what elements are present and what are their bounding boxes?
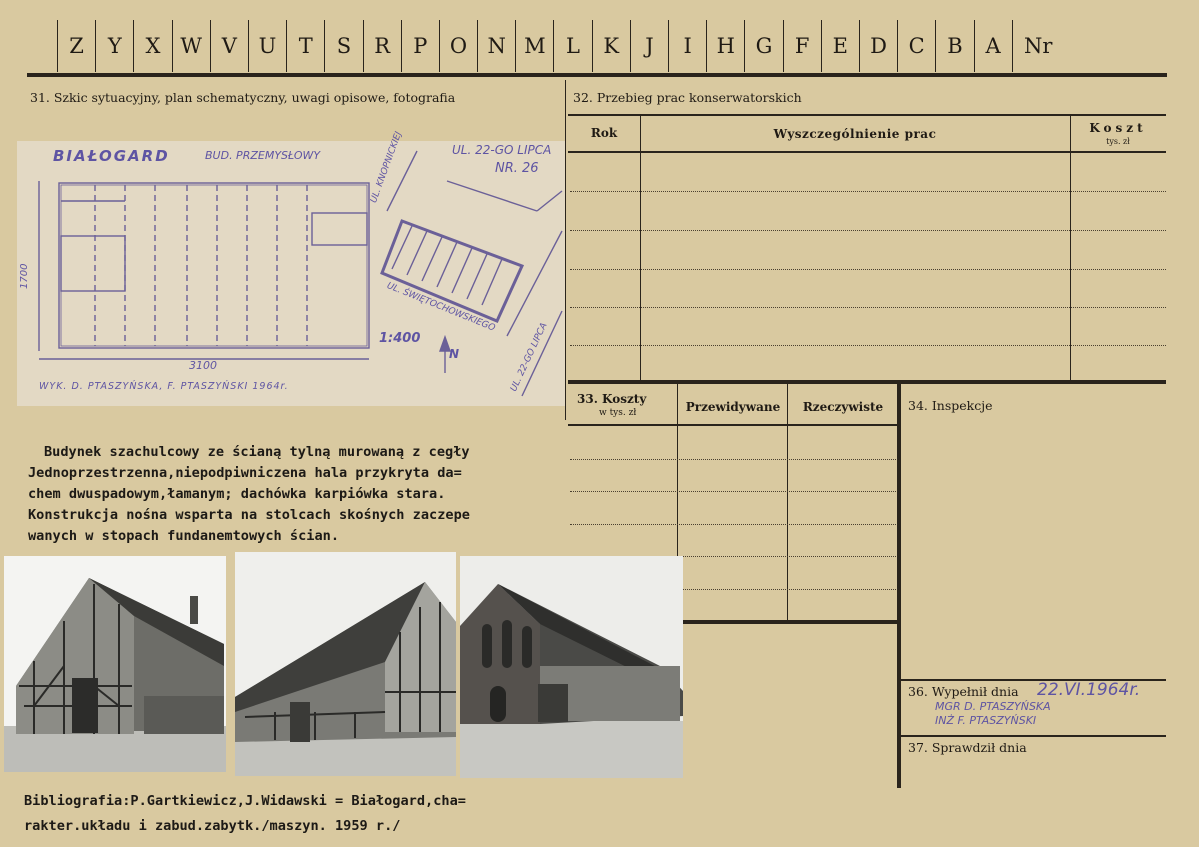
table-row-rule bbox=[570, 191, 1166, 192]
letter-cell: A bbox=[974, 20, 1012, 72]
table32-col2 bbox=[1070, 114, 1071, 380]
sketch-street-top: UL. 22-GO LIPCA bbox=[452, 143, 552, 157]
sketch-dim-height: 1700 bbox=[19, 263, 30, 289]
table-row-rule bbox=[570, 491, 896, 492]
description-line: Jednoprzestrzenna,niepodpiwniczena hala przykryta da= bbox=[28, 465, 462, 481]
nr-cell: Nr bbox=[1012, 20, 1064, 72]
letter-cell: V bbox=[210, 20, 248, 72]
plan-drawing bbox=[17, 141, 565, 406]
section-33-col-rzecz: Rzeczywiste bbox=[802, 400, 884, 414]
section-31-label: 31. Szkic sytuacyjny, plan schematyczny, uwagi opisowe, fotografia bbox=[30, 90, 456, 105]
sketch-scale: 1:400 bbox=[379, 331, 421, 346]
letter-cell: U bbox=[248, 20, 286, 72]
sketch-street-22: UL. 22-GO LIPCA bbox=[509, 321, 550, 394]
photo-gable-front bbox=[4, 556, 226, 772]
bibliography-line: Bibliografia:P.Gartkiewicz,J.Widawski = Białogard,cha= bbox=[24, 793, 466, 809]
table32-header-rule bbox=[568, 151, 1166, 153]
site-sketch bbox=[17, 130, 565, 406]
section-34-label: 34. Inspekcje bbox=[908, 398, 993, 413]
letter-cell: Z bbox=[57, 20, 95, 72]
letter-cell: Y bbox=[95, 20, 133, 72]
table32-header-prac: Wyszczególnienie prac bbox=[773, 127, 937, 141]
letter-cell: N bbox=[477, 20, 515, 72]
section32-bottom-rule bbox=[568, 380, 1166, 384]
description-line: Budynek szachulcowy ze ścianą tylną murowaną z cegły bbox=[44, 444, 470, 460]
column-divider bbox=[565, 80, 566, 420]
sketch-subtitle: BUD. PRZEMYSŁOWY bbox=[205, 149, 321, 162]
section-33-label: 33. Koszty bbox=[577, 392, 647, 406]
section34-divider bbox=[897, 384, 901, 788]
section-33-col-przew: Przewidywane bbox=[685, 400, 781, 414]
letter-cell: E bbox=[821, 20, 859, 72]
description-line: chem dwuspadowym,łamanym; dachówka karpiówka stara. bbox=[28, 486, 446, 502]
letter-cell: T bbox=[286, 20, 324, 72]
photo-brick-rear bbox=[460, 556, 683, 778]
table32-header-koszt-unit: tys. zł bbox=[1106, 137, 1130, 146]
sketch-author: WYK. D. PTASZYŃSKA, F. PTASZYŃSKI 1964r. bbox=[39, 381, 289, 392]
letter-cell: L bbox=[553, 20, 591, 72]
letter-cell: B bbox=[935, 20, 973, 72]
sketch-number: NR. 26 bbox=[495, 161, 539, 176]
letter-cell: F bbox=[783, 20, 821, 72]
sketch-title: BIAŁOGARD bbox=[53, 147, 170, 165]
table-row-rule bbox=[570, 459, 896, 460]
sketch-street-swiet: UL. ŚWIĘTOCHOWSKIEGO bbox=[385, 281, 497, 334]
letter-index-row bbox=[57, 20, 1064, 72]
table32-top-rule bbox=[568, 114, 1166, 116]
table-row-rule bbox=[570, 524, 896, 525]
letter-cell: J bbox=[630, 20, 668, 72]
photo-side-corner bbox=[235, 552, 456, 776]
bibliography-line: rakter.układu i zabud.zabytk./maszyn. 1959 r./ bbox=[24, 818, 401, 834]
sketch-north: N bbox=[449, 347, 460, 361]
table-row-rule bbox=[570, 230, 1166, 231]
table32-col1 bbox=[640, 114, 641, 380]
letter-cell: M bbox=[515, 20, 553, 72]
section37-top-rule bbox=[900, 735, 1166, 737]
letter-cell: K bbox=[592, 20, 630, 72]
section-33-unit: w tys. zł bbox=[599, 408, 637, 418]
letter-cell: H bbox=[706, 20, 744, 72]
letter-cell: I bbox=[668, 20, 706, 72]
section-37-label: 37. Sprawdził dnia bbox=[908, 740, 1027, 755]
letter-cell: R bbox=[363, 20, 401, 72]
letter-cell: X bbox=[133, 20, 171, 72]
description-line: wanych w stopach fundanemtowych ścian. bbox=[28, 528, 339, 544]
sketch-dim-width: 3100 bbox=[189, 359, 217, 372]
table32-header-koszt: Koszt bbox=[1089, 121, 1147, 135]
table33-col2 bbox=[787, 384, 788, 620]
section-36-person1: MGR D. PTASZYŃSKA bbox=[935, 700, 1051, 713]
table-row-rule bbox=[570, 269, 1166, 270]
description-line: Konstrukcja nośna wsparta na stolcach skośnych zaczepe bbox=[28, 507, 470, 523]
table32-header-rok: Rok bbox=[590, 126, 618, 140]
table33-header-rule bbox=[568, 424, 898, 426]
sketch-street-knop: UL. KNOPNICKIEJ bbox=[369, 130, 405, 205]
letter-cell: G bbox=[744, 20, 782, 72]
header-rule bbox=[27, 73, 1167, 77]
letter-cell: P bbox=[401, 20, 439, 72]
section-32-label: 32. Przebieg prac konserwatorskich bbox=[573, 90, 802, 105]
letter-cell: D bbox=[859, 20, 897, 72]
section-36-label: 36. Wypełnił dnia bbox=[908, 684, 1019, 699]
table-row-rule bbox=[570, 307, 1166, 308]
letter-cell: S bbox=[324, 20, 362, 72]
letter-cell: W bbox=[172, 20, 210, 72]
section-36-person2: INŻ F. PTASZYŃSKI bbox=[935, 714, 1037, 727]
letter-cell: C bbox=[897, 20, 935, 72]
section-36-date: 22.VI.1964r. bbox=[1037, 680, 1141, 700]
letter-cell: O bbox=[439, 20, 477, 72]
table-row-rule bbox=[570, 345, 1166, 346]
